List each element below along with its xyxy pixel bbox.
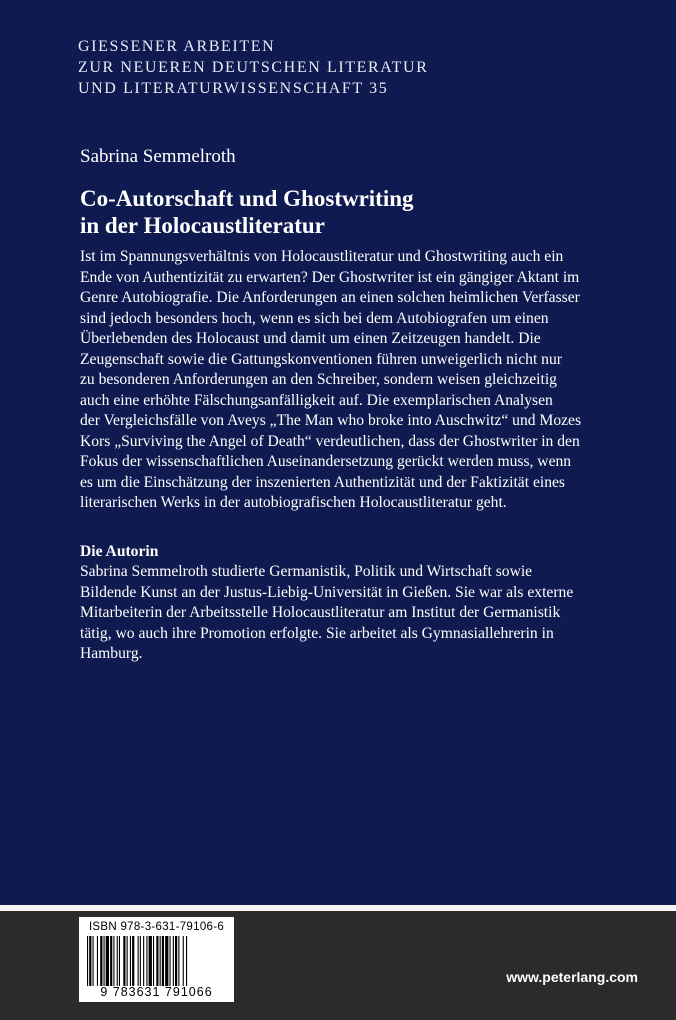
about-line: tätig, wo auch ihre Promotion erfolgte. Sie arbeitet als Gymnasiallehrerin in — [80, 624, 554, 642]
blurb-line: Genre Autobiografie. Die Anforderungen an einen solchen heimlichen Verfasser — [80, 289, 580, 306]
about-author-text — [80, 562, 620, 665]
series-line: ZUR NEUEREN DEUTSCHEN LITERATUR — [78, 59, 429, 76]
blurb-line: Überlebenden des Holocaust und damit um einen Zeitzeugen handelt. Die — [80, 330, 541, 347]
blurb-line: es um die Einschätzung der inszenierten Authentizität und der Faktizität eines — [80, 473, 565, 491]
divider — [0, 905, 676, 911]
title-line: Co-Autorschaft und Ghostwriting — [80, 186, 414, 211]
blurb-line: Fokus der wissenschaftlichen Auseinandersetzung gerückt werden muss, wenn — [80, 453, 572, 470]
blurb-line: sind jedoch besonders hoch, wenn es sich bei dem Autobiografen um einen — [80, 309, 549, 327]
book-title — [80, 185, 414, 239]
blurb-line: Zeugenschaft sowie die Gattungskonventionen führen unweigerlich nicht nur — [80, 350, 562, 368]
blurb-line: Kors „Surviving the Angel of Death“ verdeutlichen, dass der Ghostwriter in den — [80, 432, 580, 450]
barcode-icon — [85, 936, 228, 986]
series-title — [78, 36, 428, 99]
blurb-line: auch eine erhöhte Fälschungsanfälligkeit auf. Die exemplarischen Analysen — [80, 391, 553, 409]
blurb-text — [80, 247, 620, 514]
blurb-line: der Vergleichsfälle von Aveys „The Man who broke into Auschwitz“ und Mozes — [80, 412, 582, 429]
author-name: Sabrina Semmelroth — [80, 146, 236, 167]
series-line: GIESSENER ARBEITEN — [78, 38, 276, 55]
blurb-line: zu besonderen Anforderungen an den Schreiber, sondern weisen gleichzeitig — [80, 371, 557, 388]
about-line: Sabrina Semmelroth studierte Germanistik, Politik und Wirtschaft sowie — [80, 563, 533, 580]
title-line: in der Holocaustliteratur — [80, 213, 325, 238]
blurb-line: literarischen Werks in der autobiografischen Holocaustliteratur geht. — [80, 494, 507, 511]
about-author-heading: Die Autorin — [80, 543, 159, 560]
isbn-barcode — [79, 917, 234, 1002]
about-line: Mitarbeiterin der Arbeitsstelle Holocaustliteratur am Institut der Germanistik — [80, 604, 561, 621]
blurb-line: Ende von Authentizität zu erwarten? Der Ghostwriter ist ein gängiger Aktant im — [80, 268, 580, 286]
isbn-label: ISBN 978-3-631-79106-6 — [88, 921, 225, 933]
series-line: UND LITERATURWISSENSCHAFT 35 — [78, 80, 389, 97]
about-line: Hamburg. — [80, 645, 143, 662]
blurb-line: Ist im Spannungsverhältnis von Holocaustliteratur und Ghostwriting auch ein — [80, 248, 564, 265]
about-line: Bildende Kunst an der Justus-Liebig-Universität in Gießen. Sie war als externe — [80, 583, 574, 601]
barcode-digits: 9 783631 791066 — [100, 985, 213, 999]
publisher-website: www.peterlang.com — [506, 969, 638, 985]
